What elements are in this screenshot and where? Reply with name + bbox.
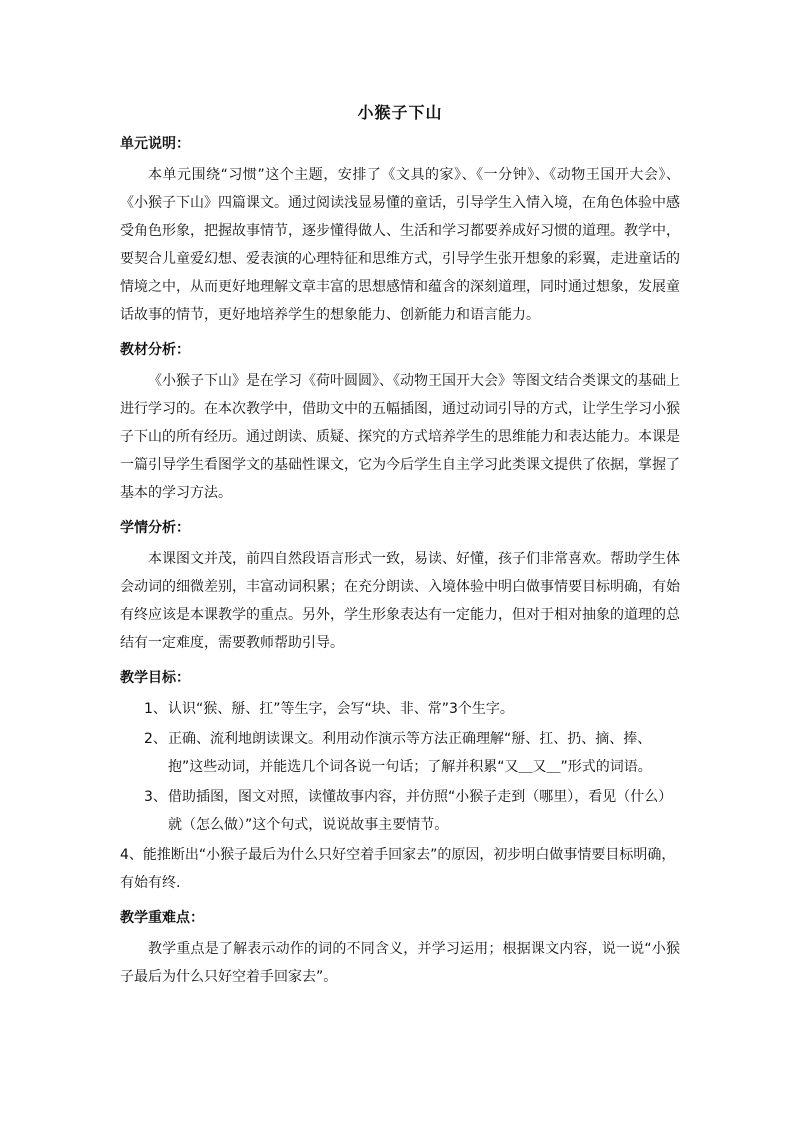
objective-number: 2、 xyxy=(144,731,167,747)
objective-number: 4、 xyxy=(120,847,143,863)
key-points-paragraph: 教学重点是了解表示动作的词的不同含义，并学习运用；根据课文内容，说一说“小猴子最后为什么只好空着手回家去”。 xyxy=(120,941,680,985)
objective-number: 3、 xyxy=(144,789,167,805)
objective-number: 1、 xyxy=(144,701,167,717)
objective-item xyxy=(120,725,680,781)
objectives-heading: 教学目标： xyxy=(120,670,190,686)
objective-item xyxy=(120,841,680,897)
objectives-list xyxy=(120,695,680,897)
document-page xyxy=(120,100,680,991)
objective-text: 认识“猴、掰、扛”等生字，会写“块、非、常”3个生字。 xyxy=(168,701,514,717)
key-points-heading: 教学重难点： xyxy=(120,910,204,926)
document-title: 小猴子下山 xyxy=(357,103,443,122)
students-heading: 学情分析： xyxy=(120,520,190,536)
material-heading: 教材分析： xyxy=(120,342,190,358)
material-paragraph: 《小猴子下山》是在学习《荷叶圆圆》、《动物王国开大会》等图文结合类课文的基础上进行学习的。在本次教学中，借助文中的五幅插图，通过动词引导的方式，让学生学习小猴子下山的所有经历。通过朗读、质疑、探究的方式培养学生的思维能力和表达能力。本课是一篇引导学生看图学文的基础性课文，它为今后学生自主学习此类课文提供了依据，掌握了基本的学习方法。 xyxy=(120,373,680,501)
objective-text: 正确、流利地朗读课文。利用动作演示等方法正确理解“掰、扛、扔、摘、捧、抱”这些动词，并能选几个词各说一句话；了解并积累“又＿又＿”形式的词语。 xyxy=(168,731,652,775)
students-paragraph: 本课图文并茂，前四自然段语言形式一致，易读、好懂，孩子们非常喜欢。帮助学生体会动词的细微差别，丰富动词积累；在充分朗读、入境体验中明白做事情要目标明确，有始有终应该是本课教学的重点。另外，学生形象表达有一定能力，但对于相对抽象的道理的总结有一定难度，需要教师帮助引导。 xyxy=(120,551,680,651)
objective-text: 借助插图，图文对照，读懂故事内容，并仿照“小猴子走到（哪里），看见（什么）就（怎么做）”这个句式，说说故事主要情节。 xyxy=(168,789,673,833)
objective-text: 能推断出“小猴子最后为什么只好空着手回家去”的原因，初步明白做事情要目标明确，有始有终. xyxy=(120,847,676,891)
unit-paragraph: 本单元围绕“习惯”这个主题，安排了《文具的家》、《一分钟》、《动物王国开大会》、《小猴子下山》四篇课文。通过阅读浅显易懂的童话，引导学生入情入境，在角色体验中感受角色形象，把握故事情节，逐步懂得做人、生活和学习都要养成好习惯的道理。教学中，要契合儿童爱幻想、爱表演的心理特征和思维方式，引导学生张开想象的彩翼，走进童话的情境之中，从而更好地理解文章丰富的思想感情和蕴含的深刻道理，同时通过想象，发展童话故事的情节，更好地培养学生的想象能力、创新能力和语言能力。 xyxy=(120,167,680,323)
unit-heading: 单元说明： xyxy=(120,136,190,152)
objective-item xyxy=(120,695,680,723)
objective-item xyxy=(120,783,680,839)
